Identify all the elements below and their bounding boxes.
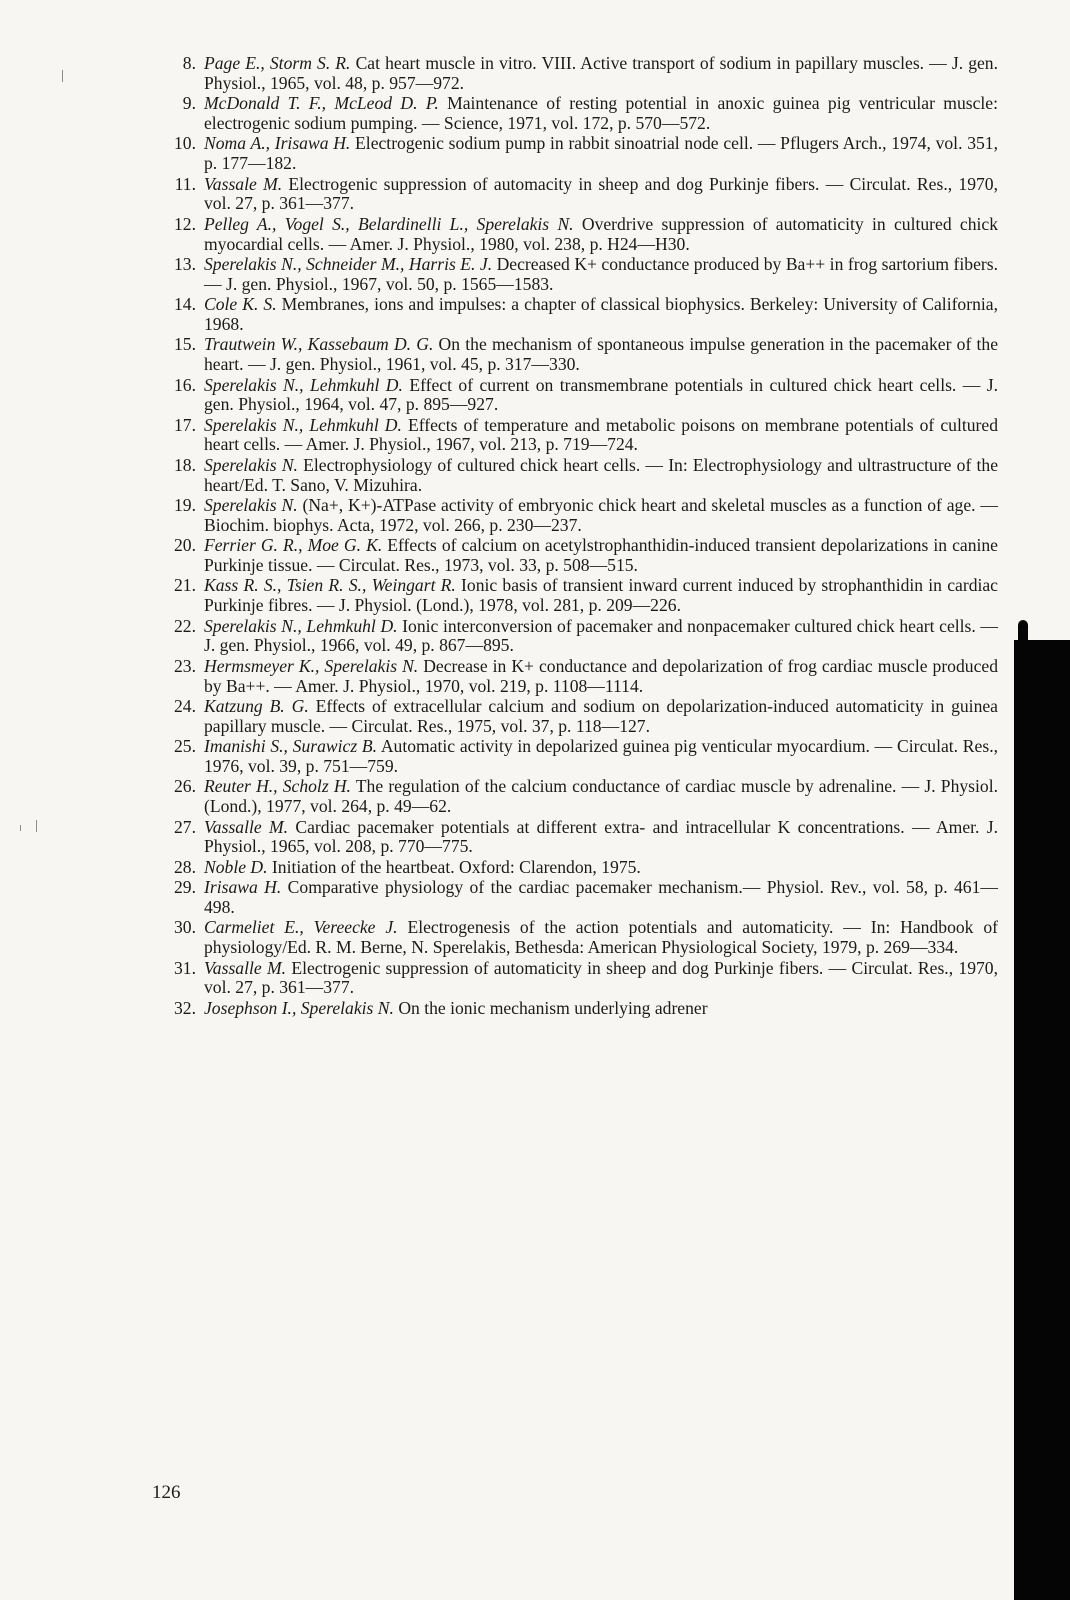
reference-text: (Na+, K+)-ATPase activity of embryonic chick heart and skeletal muscles as a function of age. — Biochim. biophys. Acta, 1972, vol. 266, p. 230—237. [204,495,998,535]
reference-authors: Carmeliet E., Vereecke J. [204,917,398,938]
reference-number: 29. [174,877,196,898]
reference-number: 11. [174,173,196,194]
reference-number: 28. [174,856,196,877]
reference-text: Electrogenesis of the action potentials and automaticity. — In: Handbook of physiology/Ed. R. M. Berne, N. Sperelakis, Bethesda: American Physiological Society, 1979, p. 269—334. [204,917,998,958]
reference-text: The regulation of the calcium conductance of cardiac muscle by adrenaline. — J. Physiol. (Lond.), 1977, vol. 264, p. 49—62. [204,776,998,817]
reference-authors: Cole K. S. [204,294,277,315]
reference-item [162,134,998,174]
reference-authors: McDonald T. F., McLeod D. P. [204,93,439,114]
reference-authors: Noble D. [204,856,268,877]
reference-text: Comparative physiology of the cardiac pacemaker mechanism.— Physiol. Rev., vol. 58, p. 461—498. [204,877,998,917]
reference-number: 12. [174,213,196,234]
reference-item [162,416,998,456]
reference-authors: Vassalle M. [204,957,287,978]
reference-item [162,376,998,416]
reference-item [162,94,998,134]
reference-text: Cat heart muscle in vitro. VIII. Active transport of sodium in papillary muscles. — J. gen. Physiol., 1965, vol. 48, p. 957—972. [204,53,998,93]
reference-item [162,456,998,496]
reference-list [162,54,998,1019]
reference-item [162,496,998,536]
reference-item [162,878,998,918]
reference-text: On the mechanism of spontaneous impulse generation in the pacemaker of the heart. — J. gen. Physiol., 1961, vol. 45, p. 317—330. [204,334,999,375]
page-number: 126 [152,1482,181,1503]
reference-authors: Sperelakis N., Schneider M., Harris E. J. [204,253,493,274]
reference-number: 25. [174,736,196,757]
reference-number: 9. [182,93,196,114]
reference-item [162,858,998,878]
reference-text: On the ionic mechanism underlying adrener [393,997,708,1018]
reference-text: Decrease in K+ conductance and depolarization of frog cardiac muscle produced by Ba++. — Amer. J. Physiol., 1970, vol. 219, p. 1108—1114. [204,655,998,696]
reference-item [162,617,998,657]
reference-text: Electrophysiology of cultured chick heart cells. — In: Electrophysiology and ultrastructure of the heart/Ed. T. Sano, V. Mizuhira. [204,454,998,495]
reference-text: Maintenance of resting potential in anoxic guinea pig ventricular muscle: electrogenic sodium pumping. — Science, 1971, vol. 172, p. 570—572. [204,93,999,133]
reference-number: 18. [174,454,196,475]
reference-text: Overdrive suppression of automaticity in cultured chick myocardial cells. — Amer. J. Physiol., 1980, vol. 238, p. H24—H30. [204,213,998,254]
reference-number: 26. [174,776,196,797]
margin-mark [62,70,63,82]
reference-item [162,215,998,255]
reference-authors: Hermsmeyer K., Sperelakis N. [204,655,419,676]
reference-item [162,536,998,576]
reference-authors: Josephson I., Sperelakis N. [204,997,394,1018]
reference-item [162,255,998,295]
reference-authors: Reuter H., Scholz H. [204,776,351,797]
reference-text: Automatic activity in depolarized guinea pig venticular myocardium. — Circulat. Res., 1976, vol. 39, p. 751—759. [204,736,998,776]
reference-authors: Sperelakis N., Lehmkuhl D. [204,615,398,636]
reference-number: 20. [174,535,196,556]
reference-number: 15. [174,334,196,355]
reference-text: Decreased K+ conductance produced by Ba++ in frog sartorium fibers. — J. gen. Physiol., 1967, vol. 50, p. 1565—1583. [204,253,998,294]
reference-item [162,959,998,999]
reference-item [162,295,998,335]
reference-number: 30. [174,917,196,938]
reference-text: Initiation of the heartbeat. Oxford: Clarendon, 1975. [267,856,641,877]
reference-number: 16. [174,374,196,395]
reference-number: 22. [174,615,196,636]
reference-number: 14. [174,294,196,315]
reference-number: 32. [174,997,196,1018]
reference-authors: Vassale M. [204,173,283,194]
reference-item [162,918,998,958]
reference-authors: Pelleg A., Vogel S., Belardinelli L., Sperelakis N. [204,213,574,234]
reference-number: 24. [174,696,196,716]
reference-number: 23. [174,655,196,676]
reference-text: Ionic interconversion of pacemaker and nonpacemaker cultured chick heart cells. — J. gen. Physiol., 1966, vol. 49, p. 867—895. [204,615,998,656]
reference-authors: Ferrier G. R., Moe G. K. [204,535,383,556]
reference-number: 8. [182,53,196,73]
reference-number: 19. [174,495,196,516]
reference-number: 21. [174,575,196,596]
reference-number: 27. [174,816,196,837]
reference-text: Membranes, ions and impulses: a chapter of classical biophysics. Berkeley: University of California, 1968. [204,294,998,334]
reference-item [162,175,998,215]
reference-item [162,777,998,817]
reference-authors: Noma A., Irisawa H. [204,133,351,154]
reference-authors: Trautwein W., Kassebaum D. G. [204,334,434,355]
reference-text: Ionic basis of transient inward current induced by strophanthidin in cardiac Purkinje fibres. — J. Physiol. (Lond.), 1978, vol. 281, p. 209—226. [204,575,998,616]
reference-item [162,657,998,697]
reference-item [162,576,998,616]
reference-number: 13. [174,253,196,274]
reference-number: 31. [174,957,196,978]
reference-authors: Irisawa H. [204,877,282,898]
reference-authors: Sperelakis N. [204,495,298,516]
reference-item [162,737,998,777]
reference-authors: Katzung B. G. [204,696,309,716]
reference-item [162,335,998,375]
reference-item [162,54,998,94]
reference-number: 17. [174,414,196,435]
reference-text: Effects of extracellular calcium and sodium on depolarization-induced automaticity in guinea papillary muscle. — Circulat. Res., 1975, vol. 37, p. 118—127. [204,696,998,736]
scan-shadow-bar [1014,640,1070,1600]
reference-authors: Sperelakis N., Lehmkuhl D. [204,414,402,435]
reference-item [162,818,998,858]
reference-authors: Kass R. S., Tsien R. S., Weingart R. [204,575,456,596]
reference-authors: Sperelakis N., Lehmkuhl D. [204,374,403,395]
margin-mark [36,820,37,832]
reference-authors: Sperelakis N. [204,454,298,475]
reference-text: Cardiac pacemaker potentials at different extra- and intracellular K concentrations. — Amer. J. Physiol., 1965, vol. 208, p. 770—775. [204,816,998,857]
reference-text: Electrogenic suppression of automacity in sheep and dog Purkinje fibers. — Circulat. Res., 1970, vol. 27, p. 361—377. [204,173,998,214]
reference-number: 10. [174,133,196,154]
reference-authors: Page E., Storm S. R. [204,53,351,73]
reference-text: Electrogenic suppression of automaticity in sheep and dog Purkinje fibers. — Circulat. Res., 1970, vol. 27, p. 361—377. [204,957,998,998]
reference-authors: Imanishi S., Surawicz B. [204,736,378,757]
margin-mark [20,825,21,831]
reference-text: Electrogenic sodium pump in rabbit sinoatrial node cell. — Pflugers Arch., 1974, vol. 351, p. 177—182. [204,133,998,174]
reference-text: Effects of calcium on acetylstrophanthidin-induced transient depolarizations in canine Purkinje tissue. — Circulat. Res., 1973, vol. 33, p. 508—515. [204,535,998,576]
reference-text: Effects of temperature and metabolic poisons on membrane potentials of cultured heart cells. — Amer. J. Physiol., 1967, vol. 213, p. 719—724. [204,414,998,455]
reference-item [162,697,998,737]
reference-text: Effect of current on transmembrane potentials in cultured chick heart cells. — J. gen. Physiol., 1964, vol. 47, p. 895—927. [204,374,999,415]
reference-item [162,999,998,1019]
reference-authors: Vassalle M. [204,816,289,837]
